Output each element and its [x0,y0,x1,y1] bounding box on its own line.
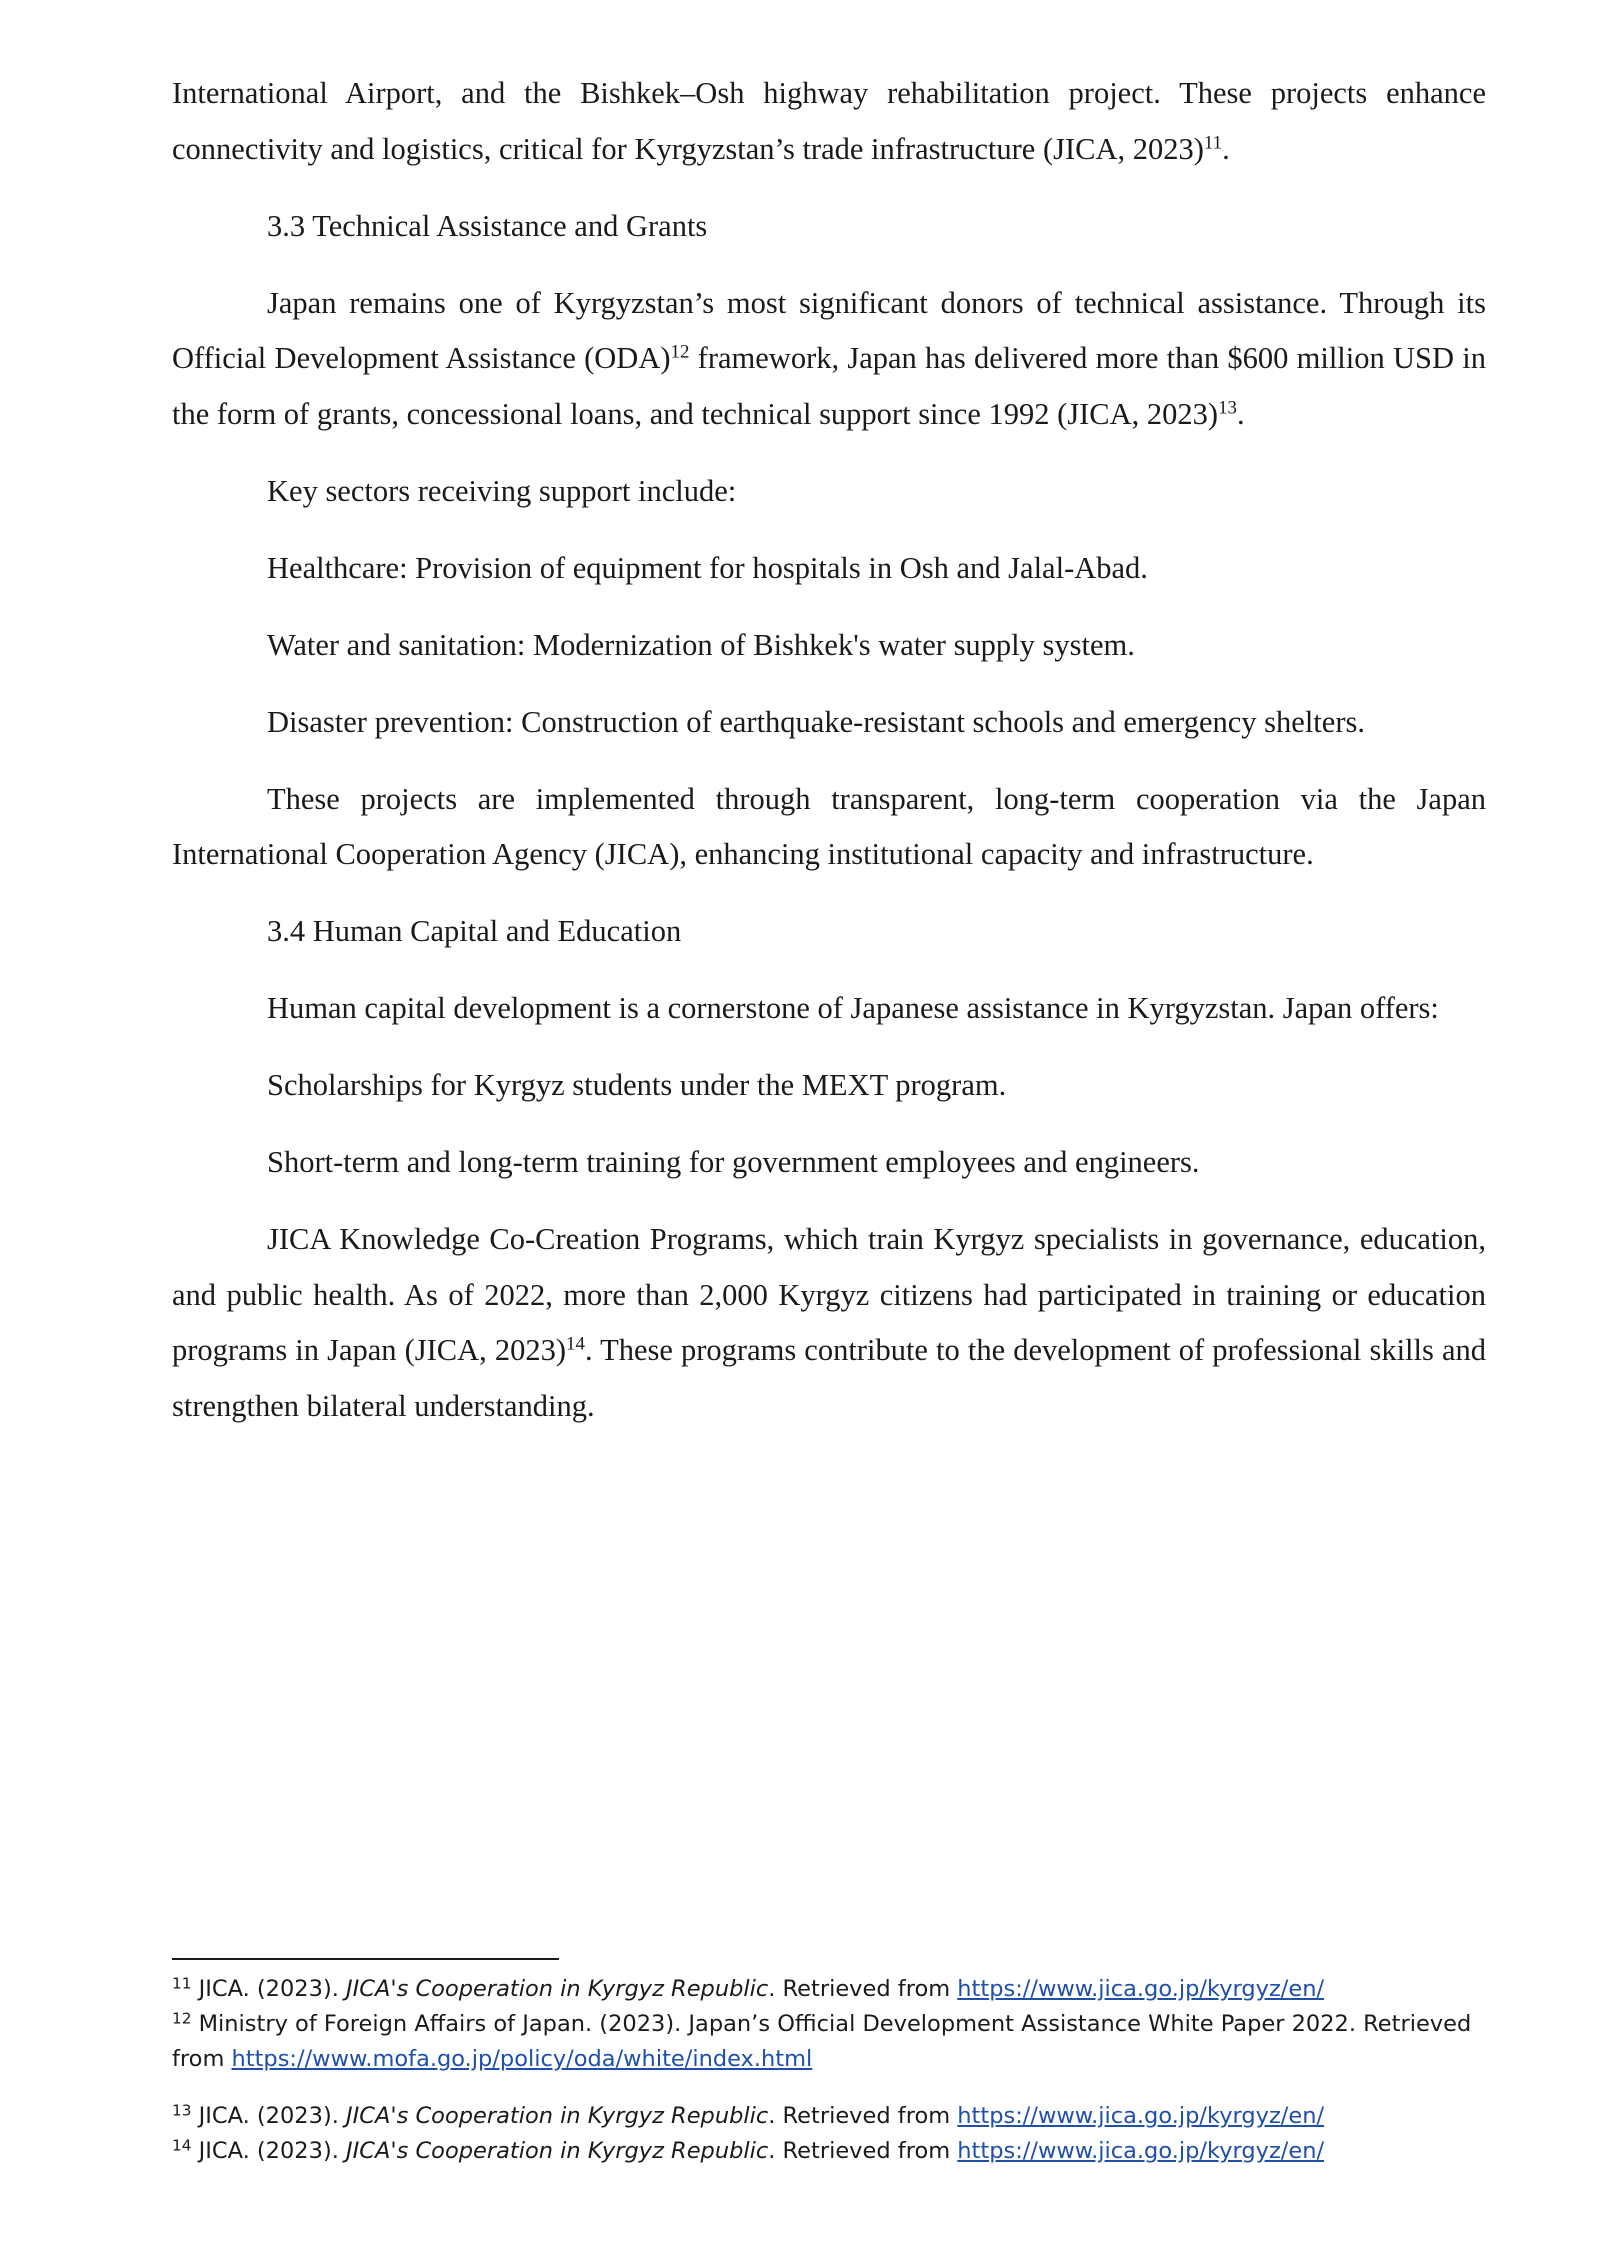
footnote-title: JICA's Cooperation in Kyrgyz Republic [346,2138,769,2164]
footnote-link[interactable]: https://www.jica.go.jp/kyrgyz/en/ [957,1976,1325,2002]
paragraph-text: JICA Knowledge Co-Creation Programs, which train Kyrgyz specialists in governance, education, and public health. As of 2022, more than 2,000 Kyrgyz citizens had participated in training or education programs in Japan (JICA, 2023) [172,1222,1486,1367]
paragraph-technical-assistance [172,276,1486,443]
footnote-ref-11[interactable]: 11 [1203,132,1223,154]
section-heading-3-3: 3.3 Technical Assistance and Grants [267,208,708,243]
item-training: Short-term and long-term training for government employees and engineers. [267,1145,1200,1179]
paragraph-end: . [1222,131,1230,166]
footnote-11 [172,1972,1486,2007]
footnote-title: JICA's Cooperation in Kyrgyz Republic [346,2103,769,2129]
footnote-number: 11 [172,1974,192,1993]
footnote-link[interactable]: https://www.mofa.go.jp/policy/oda/white/index.html [231,2046,813,2072]
footnote-13 [172,2099,1486,2134]
footnote-text: JICA. (2023). [191,1976,347,2002]
footnote-text: . Retrieved from [768,2138,958,2164]
footnote-text: JICA. (2023). [191,2103,347,2129]
paragraph-text: framework, Japan has delivered more than $600 million USD in the form of grants, concessional loans, and technical support since 1992 (JICA, 2023) [172,341,1486,431]
item-healthcare: Healthcare: Provision of equipment for hospitals in Osh and Jalal-Abad. [267,550,1148,585]
footnote-12 [172,2007,1486,2077]
item-water-sanitation: Water and sanitation: Modernization of Bishkek's water supply system. [267,627,1135,662]
footnote-14 [172,2134,1486,2169]
footnote-ref-12[interactable]: 12 [670,341,690,363]
footnote-link[interactable]: https://www.jica.go.jp/kyrgyz/en/ [957,2103,1325,2129]
footnote-number: 12 [172,2009,192,2028]
item-disaster-prevention: Disaster prevention: Construction of earthquake-resistant schools and emergency shelters. [267,704,1365,739]
footnote-number: 14 [172,2136,192,2155]
footnote-text: . Retrieved from [768,1976,958,2002]
body-text [172,66,1486,1456]
footnote-ref-14[interactable]: 14 [566,1333,585,1355]
paragraph-airport-connectivity [172,66,1486,177]
footnote-title: JICA's Cooperation in Kyrgyz Republic [346,1976,769,2002]
section-heading-3-4: 3.4 Human Capital and Education [267,914,682,948]
footnote-text: . Retrieved from [768,2103,958,2129]
footnote-link[interactable]: https://www.jica.go.jp/kyrgyz/en/ [957,2138,1325,2164]
footnote-number: 13 [172,2101,192,2120]
paragraph-end: . [1236,396,1245,431]
paragraph-text: . These programs contribute to the development of professional skills and strengthen bilateral understanding. [172,1333,1486,1423]
footnote-text: Ministry of Foreign Affairs of Japan. (2023). Japan’s Official Development Assistance White Paper 2022. Retrieved from [172,2011,1472,2072]
footnote-ref-13[interactable]: 13 [1218,397,1237,419]
paragraph-human-capital: Human capital development is a cornerstone of Japanese assistance in Kyrgyzstan. Japan offers: [267,991,1439,1025]
paragraph-jica-cooperation: These projects are implemented through transparent, long-term cooperation via the Japan International Cooperation Agency (JICA), enhancing institutional capacity and infrastructure. [172,781,1486,871]
footnote-text: JICA. (2023). [191,2138,347,2164]
footnotes [172,1972,1486,2169]
paragraph-knowledge-co-creation [172,1212,1486,1434]
paragraph-text: Japan remains one of Kyrgyzstan’s most significant donors of technical assistance. Through its Official Development Assistance (ODA) [172,285,1486,375]
item-scholarships: Scholarships for Kyrgyz students under the MEXT program. [267,1068,1007,1102]
paragraph-text: International Airport, and the Bishkek–Osh highway rehabilitation project. These projects enhance connectivity and logistics, critical for Kyrgyzstan’s trade infrastructure (JICA, 2023) [172,76,1486,166]
paragraph-key-sectors: Key sectors receiving support include: [267,473,737,508]
footnote-separator [172,1958,559,1960]
